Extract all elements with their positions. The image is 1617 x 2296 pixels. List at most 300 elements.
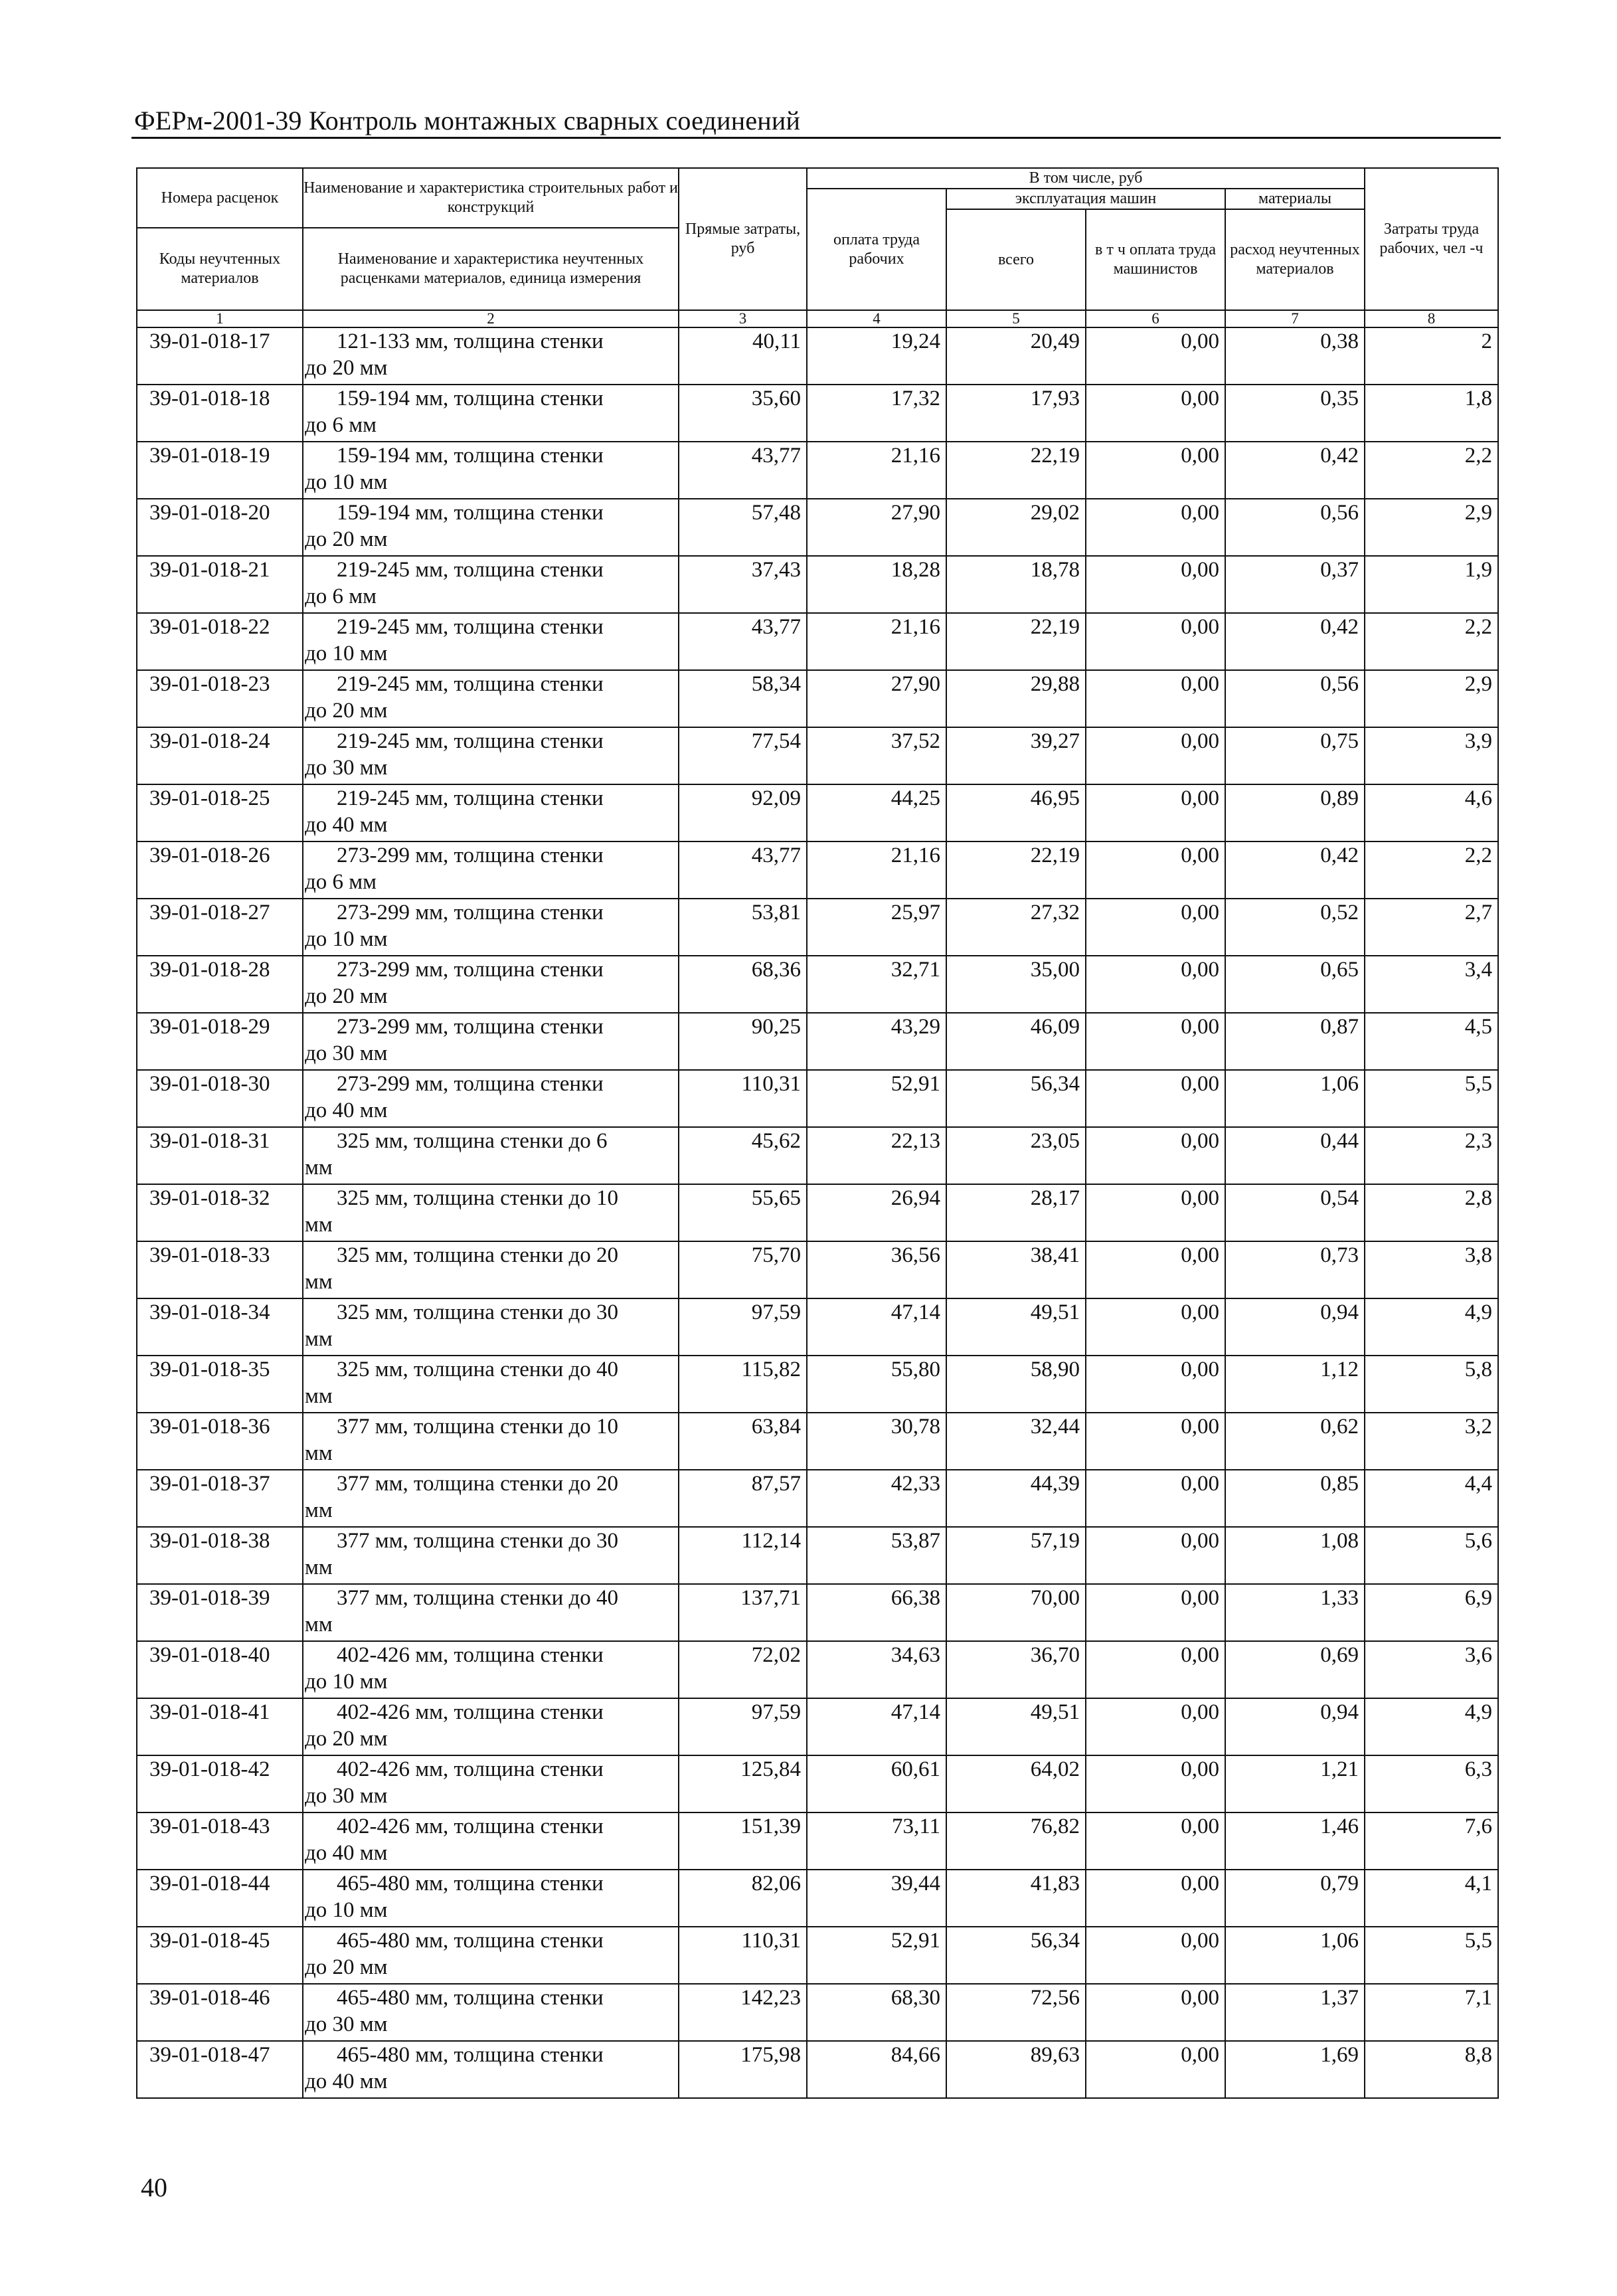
table-row (137, 385, 1498, 442)
work-name-line-1: 377 мм, толщина стенки до 30 (337, 1529, 619, 1553)
column-number: 7 (1225, 310, 1365, 327)
labor-costs-cell: 4,5 (1365, 1013, 1498, 1070)
table-row (137, 442, 1498, 499)
table-row (137, 1927, 1498, 1984)
direct-costs-cell: 110,31 (679, 1927, 807, 1984)
direct-costs-cell: 57,48 (679, 499, 807, 556)
direct-costs-cell: 37,43 (679, 556, 807, 613)
direct-costs-cell: 110,31 (679, 1070, 807, 1127)
materials-cell: 1,06 (1225, 1927, 1365, 1984)
direct-costs-cell: 43,77 (679, 442, 807, 499)
direct-costs-cell: 125,84 (679, 1755, 807, 1812)
labor-costs-cell: 7,6 (1365, 1812, 1498, 1870)
work-name-line-2: до 30 мм (305, 756, 388, 780)
header-labor-costs: Затраты труда рабочих, чел -ч (1365, 168, 1498, 310)
table-row (137, 1127, 1498, 1184)
direct-costs-cell: 87,57 (679, 1470, 807, 1527)
direct-costs-cell: 53,81 (679, 899, 807, 956)
materials-cell: 0,65 (1225, 956, 1365, 1013)
labor-costs-cell: 2,2 (1365, 841, 1498, 899)
table-row (137, 841, 1498, 899)
work-name-line-1: 402-426 мм, толщина стенки (337, 1757, 604, 1781)
work-name-line-1: 325 мм, толщина стенки до 10 (337, 1186, 619, 1210)
work-name-cell (303, 385, 679, 442)
materials-cell: 0,56 (1225, 499, 1365, 556)
work-name-cell (303, 1470, 679, 1527)
work-name-cell (303, 1698, 679, 1755)
materials-cell: 1,06 (1225, 1070, 1365, 1127)
materials-cell: 0,38 (1225, 327, 1365, 385)
column-number-row (137, 310, 1498, 327)
machinists-wages-cell: 0,00 (1086, 2041, 1225, 2098)
wages-cell: 52,91 (807, 1070, 946, 1127)
machinists-wages-cell: 0,00 (1086, 556, 1225, 613)
wages-cell: 26,94 (807, 1184, 946, 1241)
work-name-line-2: до 10 мм (305, 927, 388, 951)
work-name-line-2: до 40 мм (305, 1099, 388, 1122)
labor-costs-cell: 8,8 (1365, 2041, 1498, 2098)
work-name-line-2: до 10 мм (305, 1670, 388, 1694)
header-material-name: Наименование и характеристика неучтенных расценками материалов, единица измерения (303, 228, 679, 310)
machines-total-cell: 27,32 (946, 899, 1086, 956)
work-name-line-2: мм (305, 1555, 333, 1579)
wages-cell: 84,66 (807, 2041, 946, 2098)
header-direct-costs: Прямые затраты, руб (679, 168, 807, 310)
machines-total-cell: 32,44 (946, 1413, 1086, 1470)
direct-costs-cell: 58,34 (679, 670, 807, 727)
rate-code-cell: 39-01-018-31 (137, 1127, 303, 1184)
wages-cell: 68,30 (807, 1984, 946, 2041)
direct-costs-cell: 137,71 (679, 1584, 807, 1641)
header-machines: эксплуатация машин (946, 189, 1225, 209)
header-materials: материалы (1225, 189, 1365, 209)
direct-costs-cell: 40,11 (679, 327, 807, 385)
work-name-cell (303, 1127, 679, 1184)
work-name-line-1: 465-480 мм, толщина стенки (337, 2043, 604, 2067)
work-name-cell (303, 1413, 679, 1470)
labor-costs-cell: 7,1 (1365, 1984, 1498, 2041)
machinists-wages-cell: 0,00 (1086, 1413, 1225, 1470)
machines-total-cell: 44,39 (946, 1470, 1086, 1527)
work-name-line-2: до 20 мм (305, 984, 388, 1008)
work-name-line-1: 159-194 мм, толщина стенки (337, 387, 604, 410)
work-name-cell (303, 1584, 679, 1641)
rate-code-cell: 39-01-018-23 (137, 670, 303, 727)
work-name-line-2: до 30 мм (305, 1041, 388, 1065)
direct-costs-cell: 82,06 (679, 1870, 807, 1927)
work-name-line-2: мм (305, 1498, 333, 1522)
rate-code-cell: 39-01-018-39 (137, 1584, 303, 1641)
direct-costs-cell: 72,02 (679, 1641, 807, 1698)
work-name-cell (303, 327, 679, 385)
machinists-wages-cell: 0,00 (1086, 327, 1225, 385)
materials-cell: 1,37 (1225, 1984, 1365, 2041)
direct-costs-cell: 68,36 (679, 956, 807, 1013)
table-row (137, 1413, 1498, 1470)
header-rate-numbers: Номера расценок (137, 168, 303, 228)
machines-total-cell: 70,00 (946, 1584, 1086, 1641)
machinists-wages-cell: 0,00 (1086, 1698, 1225, 1755)
table-row (137, 1470, 1498, 1527)
work-name-line-1: 159-194 мм, толщина стенки (337, 444, 604, 468)
work-name-line-1: 377 мм, толщина стенки до 20 (337, 1472, 619, 1496)
machines-total-cell: 64,02 (946, 1755, 1086, 1812)
rate-code-cell: 39-01-018-19 (137, 442, 303, 499)
materials-cell: 0,42 (1225, 841, 1365, 899)
labor-costs-cell: 4,4 (1365, 1470, 1498, 1527)
machinists-wages-cell: 0,00 (1086, 1184, 1225, 1241)
direct-costs-cell: 35,60 (679, 385, 807, 442)
machinists-wages-cell: 0,00 (1086, 1241, 1225, 1298)
column-number: 3 (679, 310, 807, 327)
direct-costs-cell: 77,54 (679, 727, 807, 784)
labor-costs-cell: 6,9 (1365, 1584, 1498, 1641)
work-name-line-1: 465-480 мм, толщина стенки (337, 1872, 604, 1896)
direct-costs-cell: 151,39 (679, 1812, 807, 1870)
machinists-wages-cell: 0,00 (1086, 1013, 1225, 1070)
machines-total-cell: 58,90 (946, 1356, 1086, 1413)
work-name-cell (303, 1013, 679, 1070)
direct-costs-cell: 43,77 (679, 841, 807, 899)
table-row (137, 1698, 1498, 1755)
materials-cell: 1,46 (1225, 1812, 1365, 1870)
rate-code-cell: 39-01-018-29 (137, 1013, 303, 1070)
rate-code-cell: 39-01-018-33 (137, 1241, 303, 1298)
column-number: 2 (303, 310, 679, 327)
work-name-cell (303, 1812, 679, 1870)
direct-costs-cell: 75,70 (679, 1241, 807, 1298)
header-rule (131, 137, 1501, 139)
work-name-cell (303, 956, 679, 1013)
work-name-line-1: 465-480 мм, толщина стенки (337, 1986, 604, 2010)
wages-cell: 39,44 (807, 1870, 946, 1927)
work-name-cell (303, 1070, 679, 1127)
direct-costs-cell: 92,09 (679, 784, 807, 841)
machinists-wages-cell: 0,00 (1086, 727, 1225, 784)
page-header-title: ФЕРм-2001-39 Контроль монтажных сварных соединений (134, 106, 801, 135)
labor-costs-cell: 6,3 (1365, 1755, 1498, 1812)
work-name-line-1: 325 мм, толщина стенки до 6 (337, 1129, 608, 1153)
work-name-line-2: мм (305, 1613, 333, 1636)
wages-cell: 30,78 (807, 1413, 946, 1470)
work-name-line-1: 325 мм, толщина стенки до 20 (337, 1243, 619, 1267)
labor-costs-cell: 1,9 (1365, 556, 1498, 613)
wages-cell: 21,16 (807, 841, 946, 899)
work-name-line-1: 159-194 мм, толщина стенки (337, 501, 604, 525)
direct-costs-cell: 90,25 (679, 1013, 807, 1070)
wages-cell: 22,13 (807, 1127, 946, 1184)
table-row (137, 784, 1498, 841)
work-name-line-2: до 30 мм (305, 2012, 388, 2036)
labor-costs-cell: 2,9 (1365, 499, 1498, 556)
work-name-line-1: 402-426 мм, толщина стенки (337, 1643, 604, 1667)
direct-costs-cell: 97,59 (679, 1698, 807, 1755)
work-name-cell (303, 1641, 679, 1698)
work-name-line-2: мм (305, 1384, 333, 1408)
work-name-line-2: до 40 мм (305, 2070, 388, 2093)
work-name-line-1: 121-133 мм, толщина стенки (337, 329, 604, 353)
table-row (137, 499, 1498, 556)
work-name-line-1: 219-245 мм, толщина стенки (337, 558, 604, 582)
machinists-wages-cell: 0,00 (1086, 385, 1225, 442)
labor-costs-cell: 2,8 (1365, 1184, 1498, 1241)
machines-total-cell: 29,88 (946, 670, 1086, 727)
materials-cell: 0,37 (1225, 556, 1365, 613)
work-name-cell (303, 727, 679, 784)
work-name-line-2: до 6 мм (305, 870, 377, 894)
work-name-line-1: 273-299 мм, толщина стенки (337, 901, 604, 925)
machinists-wages-cell: 0,00 (1086, 899, 1225, 956)
work-name-line-1: 219-245 мм, толщина стенки (337, 729, 604, 753)
work-name-line-2: до 10 мм (305, 1898, 388, 1922)
work-name-line-2: до 20 мм (305, 699, 388, 723)
machinists-wages-cell: 0,00 (1086, 1356, 1225, 1413)
column-number: 6 (1086, 310, 1225, 327)
header-work-name: Наименование и характеристика строительных работ и конструкций (303, 168, 679, 228)
work-name-line-1: 402-426 мм, толщина стенки (337, 1814, 604, 1838)
table-row (137, 1184, 1498, 1241)
wages-cell: 18,28 (807, 556, 946, 613)
column-number: 1 (137, 310, 303, 327)
direct-costs-cell: 45,62 (679, 1127, 807, 1184)
machinists-wages-cell: 0,00 (1086, 1298, 1225, 1356)
materials-cell: 1,21 (1225, 1755, 1365, 1812)
machines-total-cell: 29,02 (946, 499, 1086, 556)
direct-costs-cell: 97,59 (679, 1298, 807, 1356)
machines-total-cell: 18,78 (946, 556, 1086, 613)
labor-costs-cell: 2,3 (1365, 1127, 1498, 1184)
wages-cell: 55,80 (807, 1356, 946, 1413)
wages-cell: 42,33 (807, 1470, 946, 1527)
table-row (137, 1870, 1498, 1927)
work-name-line-1: 273-299 мм, толщина стенки (337, 1015, 604, 1039)
wages-cell: 27,90 (807, 670, 946, 727)
rate-code-cell: 39-01-018-20 (137, 499, 303, 556)
rate-code-cell: 39-01-018-34 (137, 1298, 303, 1356)
table-row (137, 1356, 1498, 1413)
materials-cell: 0,85 (1225, 1470, 1365, 1527)
column-number: 8 (1365, 310, 1498, 327)
materials-cell: 1,08 (1225, 1527, 1365, 1584)
machines-total-cell: 20,49 (946, 327, 1086, 385)
wages-cell: 47,14 (807, 1298, 946, 1356)
machinists-wages-cell: 0,00 (1086, 1527, 1225, 1584)
table-row (137, 1527, 1498, 1584)
rate-code-cell: 39-01-018-37 (137, 1470, 303, 1527)
machines-total-cell: 49,51 (946, 1298, 1086, 1356)
machines-total-cell: 22,19 (946, 613, 1086, 670)
materials-cell: 0,73 (1225, 1241, 1365, 1298)
wages-cell: 53,87 (807, 1527, 946, 1584)
direct-costs-cell: 142,23 (679, 1984, 807, 2041)
direct-costs-cell: 112,14 (679, 1527, 807, 1584)
machinists-wages-cell: 0,00 (1086, 956, 1225, 1013)
work-name-cell (303, 1984, 679, 2041)
table-row (137, 1070, 1498, 1127)
machines-total-cell: 36,70 (946, 1641, 1086, 1698)
wages-cell: 44,25 (807, 784, 946, 841)
work-name-cell (303, 2041, 679, 2098)
labor-costs-cell: 4,1 (1365, 1870, 1498, 1927)
materials-cell: 0,69 (1225, 1641, 1365, 1698)
labor-costs-cell: 2,9 (1365, 670, 1498, 727)
machines-total-cell: 76,82 (946, 1812, 1086, 1870)
rates-table (136, 167, 1499, 2099)
machinists-wages-cell: 0,00 (1086, 1584, 1225, 1641)
materials-cell: 1,69 (1225, 2041, 1365, 2098)
work-name-line-2: до 6 мм (305, 413, 377, 437)
labor-costs-cell: 3,9 (1365, 727, 1498, 784)
table-row (137, 2041, 1498, 2098)
rate-code-cell: 39-01-018-35 (137, 1356, 303, 1413)
machines-total-cell: 57,19 (946, 1527, 1086, 1584)
rate-code-cell: 39-01-018-30 (137, 1070, 303, 1127)
wages-cell: 47,14 (807, 1698, 946, 1755)
wages-cell: 21,16 (807, 613, 946, 670)
work-name-line-1: 273-299 мм, толщина стенки (337, 958, 604, 982)
materials-cell: 0,56 (1225, 670, 1365, 727)
work-name-cell (303, 1241, 679, 1298)
wages-cell: 60,61 (807, 1755, 946, 1812)
materials-cell: 0,62 (1225, 1413, 1365, 1470)
machines-total-cell: 41,83 (946, 1870, 1086, 1927)
machinists-wages-cell: 0,00 (1086, 784, 1225, 841)
machines-total-cell: 46,09 (946, 1013, 1086, 1070)
wages-cell: 34,63 (807, 1641, 946, 1698)
wages-cell: 25,97 (807, 899, 946, 956)
machines-total-cell: 56,34 (946, 1070, 1086, 1127)
machines-total-cell: 72,56 (946, 1984, 1086, 2041)
rate-code-cell: 39-01-018-44 (137, 1870, 303, 1927)
page-number: 40 (141, 2172, 167, 2202)
work-name-line-1: 325 мм, толщина стенки до 30 (337, 1300, 619, 1324)
rate-code-cell: 39-01-018-38 (137, 1527, 303, 1584)
wages-cell: 21,16 (807, 442, 946, 499)
header-including: В том числе, руб (807, 168, 1365, 189)
work-name-cell (303, 1870, 679, 1927)
work-name-line-2: до 20 мм (305, 527, 388, 551)
labor-costs-cell: 2,2 (1365, 442, 1498, 499)
machines-total-cell: 22,19 (946, 841, 1086, 899)
table-row (137, 613, 1498, 670)
table-row (137, 670, 1498, 727)
labor-costs-cell: 3,8 (1365, 1241, 1498, 1298)
materials-cell: 0,75 (1225, 727, 1365, 784)
machinists-wages-cell: 0,00 (1086, 670, 1225, 727)
machinists-wages-cell: 0,00 (1086, 1470, 1225, 1527)
header-materials-consumption: расход неучтенных материалов (1225, 209, 1365, 310)
wages-cell: 17,32 (807, 385, 946, 442)
work-name-line-1: 219-245 мм, толщина стенки (337, 615, 604, 639)
work-name-line-2: до 20 мм (305, 356, 388, 380)
machinists-wages-cell: 0,00 (1086, 1755, 1225, 1812)
labor-costs-cell: 5,5 (1365, 1070, 1498, 1127)
rate-code-cell: 39-01-018-22 (137, 613, 303, 670)
work-name-cell (303, 1755, 679, 1812)
column-number: 5 (946, 310, 1086, 327)
rate-code-cell: 39-01-018-17 (137, 327, 303, 385)
work-name-cell (303, 1927, 679, 1984)
work-name-line-1: 219-245 мм, толщина стенки (337, 672, 604, 696)
rate-code-cell: 39-01-018-45 (137, 1927, 303, 1984)
machines-total-cell: 56,34 (946, 1927, 1086, 1984)
table-row (137, 1013, 1498, 1070)
rate-code-cell: 39-01-018-43 (137, 1812, 303, 1870)
machinists-wages-cell: 0,00 (1086, 1984, 1225, 2041)
direct-costs-cell: 43,77 (679, 613, 807, 670)
materials-cell: 0,79 (1225, 1870, 1365, 1927)
materials-cell: 1,33 (1225, 1584, 1365, 1641)
materials-cell: 0,44 (1225, 1127, 1365, 1184)
work-name-cell (303, 1356, 679, 1413)
rate-code-cell: 39-01-018-25 (137, 784, 303, 841)
machinists-wages-cell: 0,00 (1086, 1641, 1225, 1698)
machinists-wages-cell: 0,00 (1086, 613, 1225, 670)
machinists-wages-cell: 0,00 (1086, 442, 1225, 499)
rate-code-cell: 39-01-018-24 (137, 727, 303, 784)
table-body (137, 327, 1498, 2098)
rate-code-cell: 39-01-018-21 (137, 556, 303, 613)
materials-cell: 0,94 (1225, 1298, 1365, 1356)
work-name-cell (303, 442, 679, 499)
labor-costs-cell: 3,4 (1365, 956, 1498, 1013)
work-name-cell (303, 670, 679, 727)
wages-cell: 73,11 (807, 1812, 946, 1870)
labor-costs-cell: 2,7 (1365, 899, 1498, 956)
machinists-wages-cell: 0,00 (1086, 1070, 1225, 1127)
work-name-line-2: мм (305, 1270, 333, 1294)
column-number: 4 (807, 310, 946, 327)
machines-total-cell: 17,93 (946, 385, 1086, 442)
machines-total-cell: 35,00 (946, 956, 1086, 1013)
work-name-line-1: 273-299 мм, толщина стенки (337, 1072, 604, 1096)
wages-cell: 27,90 (807, 499, 946, 556)
machines-total-cell: 38,41 (946, 1241, 1086, 1298)
wages-cell: 32,71 (807, 956, 946, 1013)
machinists-wages-cell: 0,00 (1086, 1927, 1225, 1984)
rate-code-cell: 39-01-018-42 (137, 1755, 303, 1812)
labor-costs-cell: 2,2 (1365, 613, 1498, 670)
work-name-cell (303, 784, 679, 841)
work-name-line-2: мм (305, 1327, 333, 1351)
work-name-line-2: до 6 мм (305, 584, 377, 608)
header-machines-total: всего (946, 209, 1086, 310)
rate-code-cell: 39-01-018-41 (137, 1698, 303, 1755)
table-row (137, 1298, 1498, 1356)
labor-costs-cell: 3,2 (1365, 1413, 1498, 1470)
work-name-line-2: до 40 мм (305, 813, 388, 837)
machinists-wages-cell: 0,00 (1086, 1812, 1225, 1870)
wages-cell: 37,52 (807, 727, 946, 784)
work-name-line-2: до 30 мм (305, 1784, 388, 1808)
table-row (137, 956, 1498, 1013)
labor-costs-cell: 2 (1365, 327, 1498, 385)
wages-cell: 36,56 (807, 1241, 946, 1298)
machines-total-cell: 22,19 (946, 442, 1086, 499)
rate-code-cell: 39-01-018-26 (137, 841, 303, 899)
machines-total-cell: 39,27 (946, 727, 1086, 784)
table-row (137, 899, 1498, 956)
labor-costs-cell: 5,8 (1365, 1356, 1498, 1413)
work-name-line-2: до 20 мм (305, 1955, 388, 1979)
machinists-wages-cell: 0,00 (1086, 499, 1225, 556)
rate-code-cell: 39-01-018-32 (137, 1184, 303, 1241)
labor-costs-cell: 4,9 (1365, 1698, 1498, 1755)
work-name-cell (303, 1298, 679, 1356)
machines-total-cell: 89,63 (946, 2041, 1086, 2098)
work-name-line-2: до 40 мм (305, 1841, 388, 1865)
direct-costs-cell: 55,65 (679, 1184, 807, 1241)
